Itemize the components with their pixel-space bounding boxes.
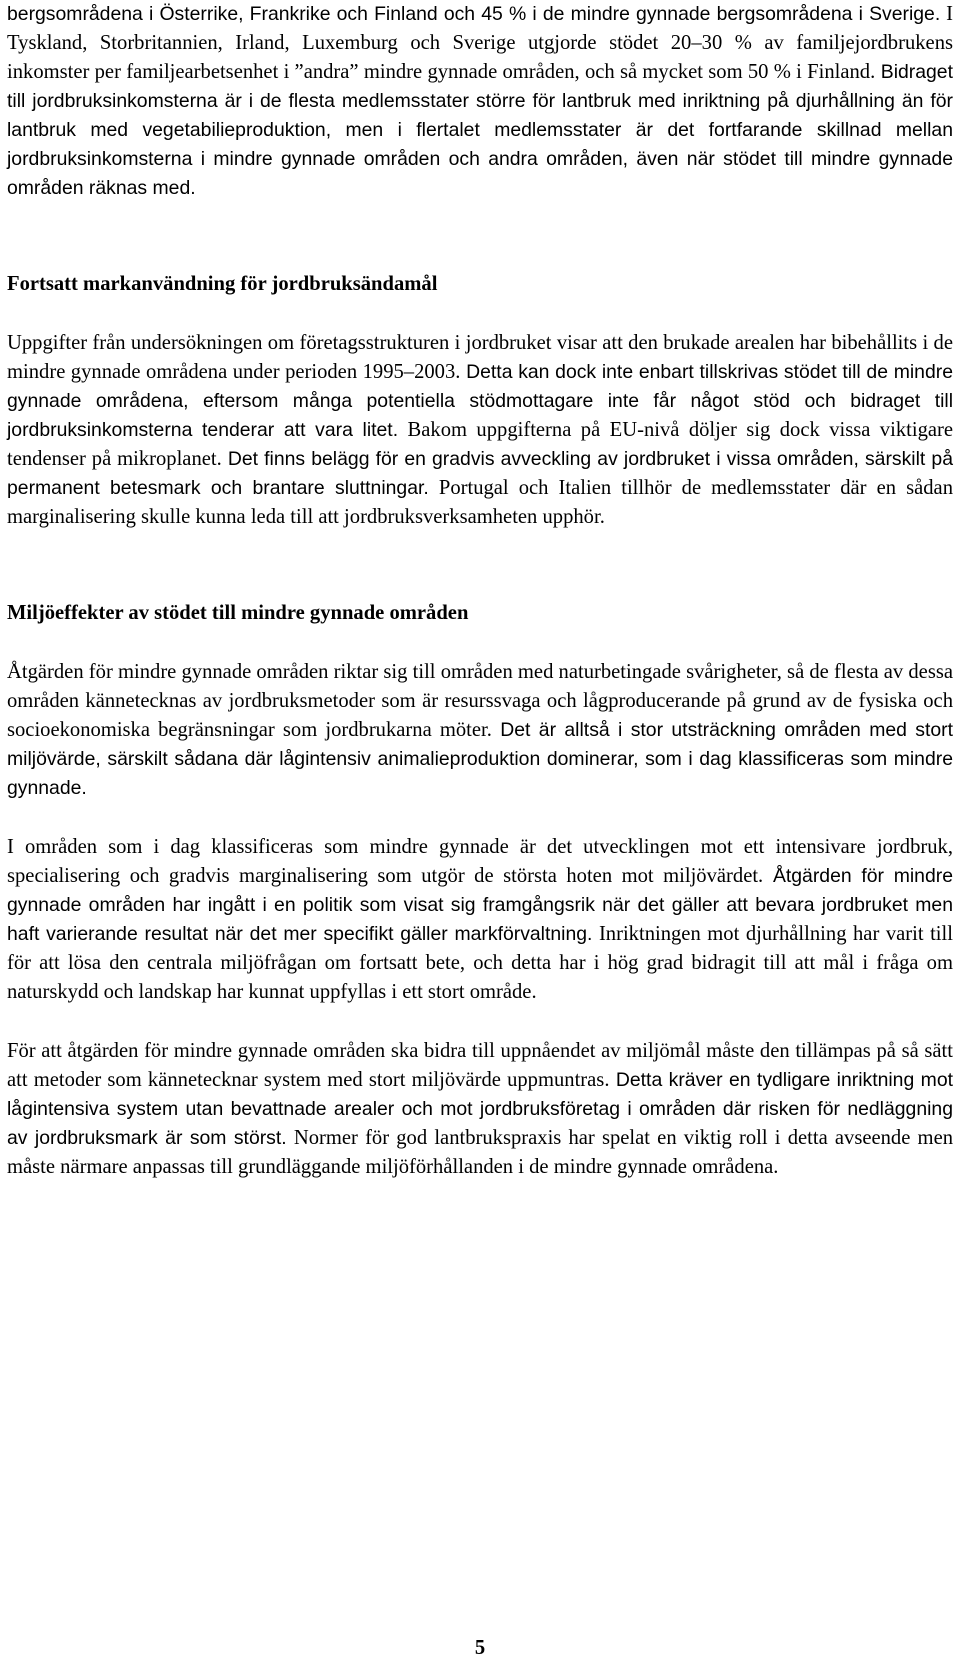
miljo-para-3-part-a: För att åtgärden för mindre gynnade områden ska bidra till uppnåendet av miljömål måste den tillämpas på så sätt att metoder som kännetecknar system med stort miljövärde uppmuntras.: [7, 1040, 953, 1091]
intro-paragraph: [7, 0, 953, 203]
miljo-para-2-part-b: Åtgärden för mindre gynnade områden har ingått i en politik som visat sig framgångsrik när det gäller att bevara jordbruket men haft varierande resultat när det mer specifikt gäller markförvaltning.: [7, 865, 953, 945]
intro-sentence-2: I Tyskland, Storbritannien, Irland, Luxemburg och Sverige utgjorde stödet 20–30 % av familjejordbrukens inkomster per familjearbetsenhet i ”andra” mindre gynnade områden, och så mycket som 50 % i Finland.: [7, 3, 954, 83]
fortsatt-sentence-2: Detta kan dock inte enbart tillskrivas stödet till de mindre gynnade områdena, eftersom många potentiella stödmottagare inte får något stöd och bidraget till jordbruksinkomsterna tenderar att vara litet.: [7, 361, 953, 441]
miljo-para-3-part-c: Normer för god lantbrukspraxis har spelat en viktig roll i detta avseende men måste närmare anpassas till grundläggande miljöförhållanden i de mindre gynnade områdena.: [7, 1127, 954, 1178]
fortsatt-sentence-5: Portugal och Italien tillhör de medlemsstater där en sådan marginalisering skulle kunna leda till att jordbruksverksamheten upphör.: [7, 477, 953, 528]
miljo-para-1-part-b: Det är alltså i stor utsträckning områden med stort miljövärde, särskilt sådana där lågintensiv animalieproduktion dominerar, som i dag klassificeras som mindre gynnade.: [7, 719, 953, 799]
miljo-para-2-part-c: Inriktningen mot djurhållning har varit till för att lösa den centrala miljöfrågan om fortsatt bete, och detta har i hög grad bidragit till att mål i fråga om naturskydd och landskap har kunnat uppfyllas i ett stort område.: [7, 923, 953, 1003]
intro-sentence-1: bergsområdena i Österrike, Frankrike och Finland och 45 % i de mindre gynnade bergsområdena i Sverige.: [7, 3, 941, 25]
fortsatt-sentence-1: Uppgifter från undersökningen om företagsstrukturen i jordbruket visar att den brukade arealen har bibehållits i de mindre gynnade områdena under perioden 1995–2003.: [7, 332, 953, 383]
miljo-paragraph-3: [7, 1037, 953, 1182]
heading-miljoeffekter: Miljöeffekter av stödet till mindre gynnade områden: [7, 602, 469, 624]
miljo-para-1-part-a: Åtgärden för mindre gynnade områden riktar sig till områden med naturbetingade svårigheter, så de flesta av dessa områden kännetecknas av jordbruksmetoder som är resurssvaga och lågproducerande på grund av de fysiska och socioekonomiska begränsningar som jordbrukarna möter.: [7, 661, 953, 741]
miljo-paragraph-2: [7, 833, 953, 1007]
document-page: [7, 0, 953, 1182]
miljo-paragraph-1: [7, 658, 953, 803]
fortsatt-paragraph: [7, 329, 953, 532]
page-number: 5: [474, 1637, 486, 1659]
miljo-para-3-part-b: Detta kräver en tydligare inriktning mot lågintensiva system utan bevattnade arealer och mot jordbruksföretag i områden där risken för nedläggning av jordbruksmark är som störst.: [7, 1069, 953, 1149]
miljo-para-2-part-a: I områden som i dag klassificeras som mindre gynnade är det utvecklingen mot ett intensivare jordbruk, specialisering och gradvis marginalisering som utgör de största hoten mot miljövärdet.: [7, 836, 953, 887]
fortsatt-sentence-4: Det finns belägg för en gradvis avveckling av jordbruket i vissa områden, särskilt på permanent betesmark och brantare sluttningar.: [7, 448, 953, 499]
intro-sentence-3: Bidraget till jordbruksinkomsterna är i de flesta medlemsstater större för lantbruk med inriktning på djurhållning än för lantbruk med vegetabilieproduktion, men i flertalet medlemsstater är det fortfarande skillnad mellan jordbruksinkomsterna i mindre gynnade områden och andra områden, även när stödet till mindre gynnade områden räknas med.: [7, 61, 953, 199]
fortsatt-sentence-3: Bakom uppgifterna på EU-nivå döljer sig dock vissa viktigare tendenser på mikroplanet.: [7, 419, 954, 470]
heading-fortsatt-markanvandning: Fortsatt markanvändning för jordbruksändamål: [7, 273, 438, 295]
